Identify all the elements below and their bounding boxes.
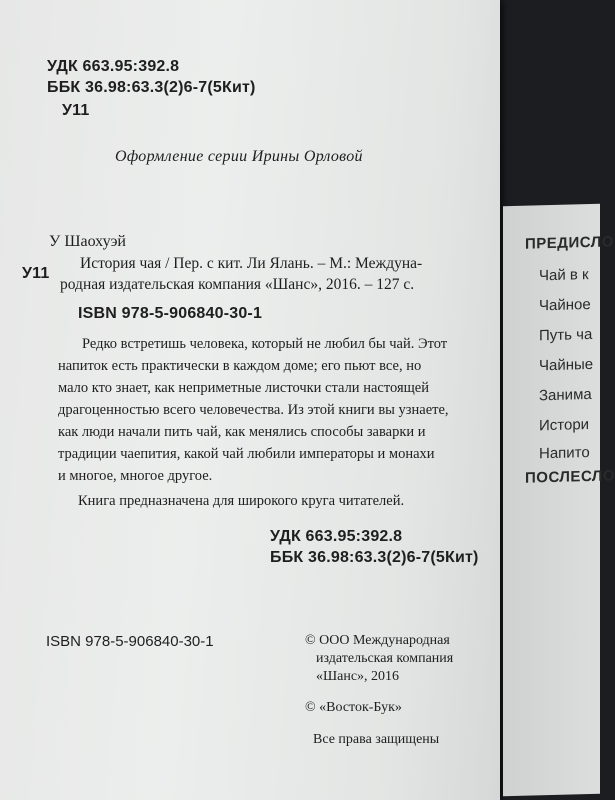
annotation-line-4: драгоценностью всего человечества. Из этой книги вы узнаете, <box>58 402 449 418</box>
copyright-publisher-line-3: «Шанс», 2016 <box>316 669 400 684</box>
author-mark-top: У11 <box>62 102 90 119</box>
udk-code-bottom: УДК 663.95:392.8 <box>270 528 403 545</box>
toc-item-3: Путь ча <box>539 325 593 345</box>
copyright-publisher-line-1: © ООО Международная <box>305 633 450 648</box>
annotation-line-6: традиции чаепития, какой чай любили императоры и монахи <box>58 446 435 462</box>
series-design-credit: Оформление серии Ирины Орловой <box>115 148 363 165</box>
annotation-line-2: напиток есть практически в каждом доме; его пьют все, но <box>58 358 422 374</box>
author-name: У Шаохуэй <box>49 233 126 250</box>
toc-item-2: Чайное <box>539 295 591 315</box>
copyright-publisher-line-2: издательская компания <box>316 651 454 666</box>
annotation-line-1: Редко встретишь человека, который не любил бы чай. Этот <box>82 336 448 352</box>
toc-item-afterword: ПОСЛЕСЛО <box>525 467 615 487</box>
annotation-line-7: и многое, многое другое. <box>58 468 213 484</box>
isbn-entry: ISBN 978-5-906840-30-1 <box>78 305 263 322</box>
audience-note: Книга предназначена для широкого круга читателей. <box>78 493 405 509</box>
toc-item-4: Чайные <box>539 355 594 375</box>
entry-line-1: История чая / Пер. с кит. Ли Ялань. – М.: Междуна- <box>80 255 423 272</box>
toc-item-6: Истори <box>539 416 590 435</box>
toc-item-7: Напито <box>539 443 590 463</box>
copyright-vostok: © «Восток-Бук» <box>305 700 402 715</box>
bbk-code-top: ББК 36.98:63.3(2)6-7(5Кит) <box>47 79 256 96</box>
annotation-line-3: мало кто знает, как неприметные листочки стали настоящей <box>58 380 429 396</box>
bbk-code-bottom: ББК 36.98:63.3(2)6-7(5Кит) <box>270 549 479 566</box>
toc-item-1: Чай в к <box>539 266 589 285</box>
author-mark: У11 <box>22 265 50 282</box>
isbn-footer: ISBN 978-5-906840-30-1 <box>46 633 214 650</box>
entry-line-2: родная издательская компания «Шанс», 2016. – 127 с. <box>60 276 415 293</box>
udk-code-top: УДК 663.95:392.8 <box>47 58 180 75</box>
adjacent-page-toc <box>503 204 615 797</box>
toc-item-5: Занима <box>539 385 592 405</box>
rights-reserved: Все права защищены <box>313 732 440 747</box>
toc-item-foreword: ПРЕДИСЛО <box>525 233 614 253</box>
annotation-line-5: как люди начали пить чай, как менялись способы заварки и <box>58 424 426 440</box>
